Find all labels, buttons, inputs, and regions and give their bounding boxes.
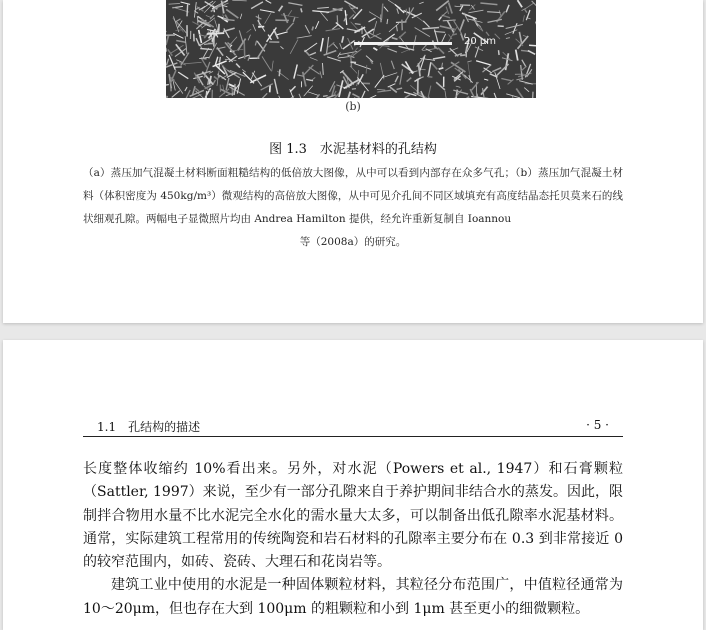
- texture-line: [284, 13, 288, 23]
- texture-line: [396, 25, 397, 31]
- texture-line: [359, 91, 365, 98]
- texture-line: [229, 56, 237, 62]
- texture-line: [422, 48, 438, 50]
- texture-line: [353, 9, 362, 19]
- texture-line: [517, 0, 522, 7]
- texture-line: [532, 1, 536, 11]
- texture-line: [185, 87, 187, 91]
- texture-line: [252, 73, 262, 87]
- texture-line: [506, 94, 520, 98]
- texture-line: [281, 15, 299, 18]
- texture-line: [195, 88, 199, 91]
- texture-line: [492, 68, 501, 72]
- texture-line: [340, 43, 342, 49]
- texture-line: [173, 16, 178, 32]
- texture-line: [407, 78, 412, 82]
- scale-bar: [354, 42, 452, 45]
- texture-line: [315, 21, 318, 29]
- texture-line: [460, 55, 465, 56]
- document-page-1: [3, 0, 703, 323]
- texture-line: [382, 73, 397, 78]
- texture-line: [473, 19, 481, 27]
- texture-line: [166, 84, 169, 85]
- texture-line: [498, 50, 499, 55]
- texture-line: [392, 38, 398, 40]
- texture-line: [418, 63, 420, 76]
- texture-line: [506, 24, 523, 28]
- texture-line: [419, 2, 423, 4]
- texture-line: [387, 19, 388, 24]
- texture-line: [209, 76, 211, 85]
- texture-line: [431, 63, 437, 70]
- texture-line: [169, 3, 180, 4]
- texture-line: [280, 46, 283, 49]
- running-head: [83, 416, 623, 437]
- texture-line: [439, 68, 444, 69]
- texture-line: [248, 35, 250, 41]
- texture-line: [523, 35, 527, 37]
- texture-line: [239, 30, 242, 42]
- texture-line: [422, 28, 439, 29]
- texture-line: [299, 94, 304, 98]
- texture-line: [524, 3, 534, 9]
- texture-line: [445, 91, 448, 98]
- texture-line: [229, 37, 237, 46]
- texture-line: [391, 61, 394, 69]
- texture-line: [343, 41, 355, 50]
- texture-line: [190, 90, 204, 96]
- texture-line: [290, 40, 298, 54]
- texture-line: [201, 58, 206, 59]
- texture-line: [166, 35, 169, 45]
- texture-line: [305, 25, 309, 33]
- texture-line: [400, 69, 403, 84]
- texture-line: [290, 86, 295, 91]
- page-number: · 5 ·: [586, 418, 609, 432]
- texture-line: [213, 80, 215, 83]
- texture-line: [327, 57, 341, 61]
- texture-line: [304, 86, 313, 97]
- texture-line: [516, 50, 518, 61]
- texture-line: [255, 41, 256, 46]
- texture-line: [355, 24, 361, 25]
- texture-line: [312, 27, 313, 31]
- texture-line: [172, 91, 180, 98]
- texture-line: [327, 37, 329, 54]
- figure-title: 图 1.3 水泥基材料的孔结构: [3, 138, 703, 157]
- figure-caption: [83, 162, 623, 254]
- texture-line: [214, 76, 218, 79]
- texture-line: [456, 86, 461, 87]
- texture-line: [462, 97, 469, 98]
- texture-line: [262, 56, 271, 70]
- texture-line: [303, 65, 313, 75]
- texture-line: [423, 21, 429, 27]
- texture-line: [185, 36, 187, 54]
- texture-line: [382, 4, 383, 19]
- texture-line: [243, 72, 254, 83]
- texture-line: [277, 32, 288, 35]
- texture-line: [496, 64, 509, 76]
- texture-line: [260, 10, 275, 13]
- texture-line: [406, 9, 407, 15]
- texture-line: [274, 79, 277, 94]
- texture-line: [373, 48, 377, 50]
- texture-line: [293, 17, 294, 21]
- texture-line: [323, 96, 328, 97]
- scale-label: 20 μm: [464, 36, 496, 47]
- texture-line: [238, 55, 249, 59]
- texture-line: [384, 7, 388, 12]
- texture-line: [535, 22, 536, 32]
- texture-line: [494, 93, 500, 98]
- texture-line: [524, 88, 529, 92]
- texture-line: [388, 0, 401, 8]
- texture-line: [187, 4, 188, 16]
- document-page-2: [3, 340, 703, 630]
- micrograph-image: [166, 0, 536, 98]
- caption-text: （a）蒸压加气混凝土材料断面粗糙结构的低倍放大图像，从中可以看到内部存在众多气孔；（b）蒸压加气混凝土材料（体积密度为 450kg/m³）微观结构的高倍放大图像，从中可见介孔间不同区域填充有高度结晶态托贝莫来石的线状细观孔隙。两幅电子显微照片均由 Andrea Hamilton 提供，经允许重新复制自 Ioannou: [83, 167, 623, 225]
- texture-line: [480, 3, 497, 5]
- texture-line: [447, 20, 453, 32]
- texture-line: [481, 87, 488, 95]
- texture-line: [242, 69, 246, 72]
- texture-line: [401, 50, 409, 53]
- texture-line: [240, 14, 242, 19]
- texture-line: [397, 88, 403, 89]
- texture-line: [387, 48, 396, 52]
- texture-line: [468, 61, 470, 77]
- texture-line: [399, 46, 415, 50]
- texture-line: [519, 32, 521, 43]
- texture-line: [200, 48, 212, 49]
- texture-line: [312, 11, 329, 13]
- texture-line: [395, 4, 404, 12]
- texture-line: [513, 23, 517, 34]
- texture-line: [279, 96, 282, 98]
- texture-line: [266, 0, 272, 3]
- texture-line: [521, 65, 523, 80]
- texture-line: [354, 64, 371, 70]
- texture-line: [308, 92, 319, 96]
- texture-line: [524, 9, 527, 13]
- texture-line: [487, 12, 500, 13]
- paragraph: 建筑工业中使用的水泥是一种固体颗粒材料，其粒径分布范围广，中值粒径通常为 10～20μm，但也存在大到 100μm 的粗颗粒和小到 1μm 甚至更小的细微颗粒。: [83, 574, 623, 621]
- texture-line: [484, 79, 488, 80]
- texture-line: [506, 5, 509, 12]
- texture-line: [288, 3, 302, 6]
- texture-line: [222, 75, 228, 79]
- texture-line: [324, 51, 337, 56]
- texture-line: [442, 63, 443, 67]
- body-text: [83, 458, 623, 621]
- texture-line: [176, 40, 185, 42]
- texture-line: [505, 30, 517, 35]
- texture-line: [378, 45, 390, 46]
- paragraph: 长度整体收缩约 10%看出来。另外，对水泥（Powers et al., 1947）和石膏颗粒（Sattler, 1997）来说，至少有一部分孔隙来自于养护期间非结合水的蒸发。因此，限制拌合物用水量不比水泥完全水化的需水量大太多，可以制备出低孔隙率水泥基材料。通常，实际建筑工程常用的传统陶瓷和岩石材料的孔隙率主要分布在 0.3 到非常接近 0 的较窄范围内，如砖、瓷砖、大理石和花岗岩等。: [83, 458, 623, 574]
- texture-line: [310, 52, 316, 54]
- texture-line: [366, 56, 373, 62]
- texture-line: [181, 2, 190, 4]
- texture-line: [438, 48, 444, 54]
- texture-line: [206, 91, 207, 98]
- texture-line: [279, 6, 283, 12]
- texture-line: [182, 90, 190, 98]
- texture-line: [229, 84, 235, 86]
- texture-line: [528, 51, 535, 55]
- texture-line: [373, 21, 377, 34]
- texture-line: [286, 23, 293, 31]
- texture-line: [257, 41, 265, 51]
- texture-line: [196, 38, 199, 46]
- texture-line: [455, 6, 462, 7]
- texture-line: [166, 96, 167, 98]
- texture-line: [487, 19, 501, 22]
- texture-line: [339, 80, 343, 97]
- texture-line: [166, 59, 168, 66]
- texture-line: [312, 77, 316, 80]
- texture-line: [476, 61, 490, 65]
- texture-line: [377, 90, 391, 92]
- texture-line: [438, 71, 442, 75]
- texture-line: [328, 42, 334, 47]
- texture-line: [208, 80, 209, 85]
- texture-line: [226, 78, 229, 90]
- texture-line: [397, 8, 399, 13]
- texture-line: [433, 57, 445, 59]
- texture-line: [223, 66, 228, 76]
- texture-line: [236, 64, 240, 68]
- texture-line: [184, 62, 202, 63]
- texture-line: [449, 2, 453, 13]
- texture-line: [395, 76, 398, 82]
- texture-line: [322, 63, 323, 75]
- texture-line: [247, 29, 252, 33]
- texture-line: [317, 7, 329, 8]
- texture-line: [506, 38, 510, 39]
- texture-line: [294, 64, 297, 78]
- texture-line: [265, 12, 272, 24]
- texture-line: [523, 15, 524, 21]
- texture-line: [468, 10, 483, 13]
- texture-line: [338, 57, 349, 58]
- texture-line: [166, 48, 167, 52]
- texture-line: [301, 8, 302, 12]
- texture-line: [440, 26, 455, 29]
- texture-line: [446, 7, 449, 15]
- texture-line: [369, 18, 376, 22]
- texture-line: [348, 38, 353, 49]
- texture-line: [262, 93, 268, 98]
- texture-line: [199, 30, 202, 43]
- texture-line: [304, 43, 317, 52]
- texture-line: [169, 55, 175, 70]
- texture-line: [178, 72, 188, 79]
- texture-line: [471, 82, 478, 90]
- texture-line: [232, 0, 246, 1]
- texture-line: [428, 77, 432, 78]
- texture-line: [350, 62, 356, 63]
- texture-line: [347, 92, 350, 98]
- texture-line: [279, 69, 280, 76]
- texture-line: [369, 95, 377, 98]
- texture-line: [166, 35, 175, 36]
- texture-line: [522, 60, 526, 68]
- texture-line: [405, 94, 411, 98]
- texture-line: [261, 84, 273, 90]
- section-heading: 1.1 孔结构的描述: [97, 418, 200, 435]
- texture-line: [342, 36, 344, 42]
- texture-line: [521, 66, 526, 71]
- texture-line: [290, 89, 295, 98]
- texture-line: [288, 10, 292, 15]
- texture-line: [320, 71, 322, 78]
- texture-line: [321, 38, 324, 51]
- texture-line: [207, 33, 224, 34]
- texture-line: [352, 94, 359, 98]
- texture-line: [388, 84, 396, 87]
- texture-line: [253, 24, 256, 31]
- texture-line: [460, 19, 464, 30]
- texture-line: [209, 43, 217, 59]
- texture-line: [428, 62, 431, 77]
- texture-line: [377, 90, 385, 91]
- texture-line: [251, 2, 263, 9]
- texture-line: [428, 86, 431, 98]
- caption-end: 等（2008a）的研究。: [83, 231, 623, 254]
- micrograph-texture: [166, 0, 536, 98]
- texture-line: [434, 31, 445, 32]
- texture-line: [399, 32, 406, 38]
- texture-line: [226, 9, 238, 18]
- texture-line: [501, 78, 511, 80]
- texture-line: [529, 45, 536, 46]
- texture-line: [176, 19, 180, 21]
- texture-line: [375, 75, 384, 87]
- texture-line: [366, 65, 367, 74]
- texture-line: [516, 88, 525, 98]
- texture-line: [310, 57, 318, 60]
- texture-line: [272, 61, 274, 72]
- subfigure-label: (b): [3, 100, 703, 113]
- texture-line: [390, 87, 397, 92]
- texture-line: [297, 36, 312, 38]
